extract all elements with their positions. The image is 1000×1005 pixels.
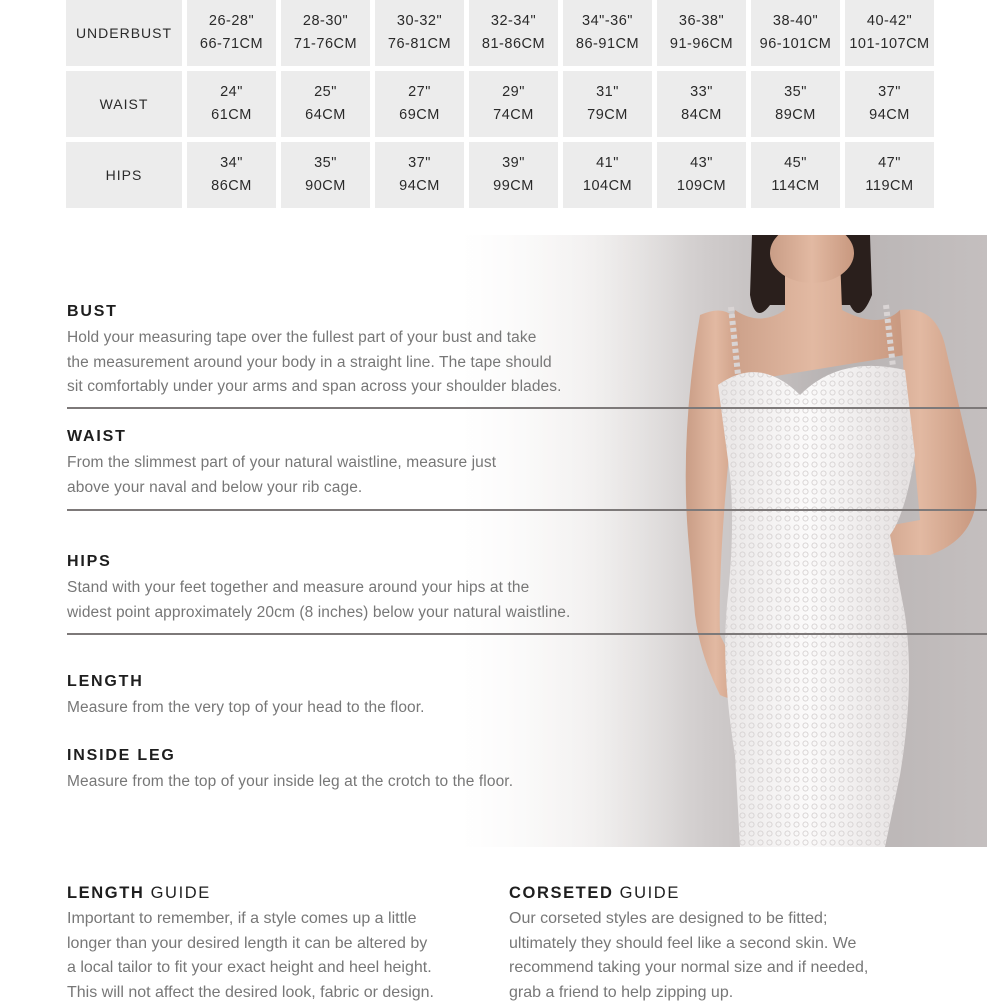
corseted-guide-heading: CORSETED GUIDE bbox=[509, 884, 680, 902]
row-header: UNDERBUST bbox=[66, 0, 182, 66]
divider bbox=[67, 407, 987, 409]
size-cell: 35" 89CM bbox=[751, 71, 840, 137]
row-header: WAIST bbox=[66, 71, 182, 137]
row-header: HIPS bbox=[66, 142, 182, 208]
corseted-guide-section bbox=[509, 882, 934, 1005]
size-cell: 40-42" 101-107CM bbox=[845, 0, 934, 66]
waist-description: From the slimmest part of your natural waistline, measure just above your naval and below your rib cage. bbox=[67, 454, 497, 496]
size-cell: 45" 114CM bbox=[751, 142, 840, 208]
size-cell: 47" 119CM bbox=[845, 142, 934, 208]
size-cell: 30-32" 76-81CM bbox=[375, 0, 464, 66]
bust-section bbox=[67, 302, 562, 400]
divider bbox=[67, 633, 987, 635]
length-guide-heading: LENGTH GUIDE bbox=[67, 884, 211, 902]
size-cell: 28-30" 71-76CM bbox=[281, 0, 370, 66]
length-heading: LENGTH bbox=[67, 673, 144, 690]
size-cell: 37" 94CM bbox=[375, 142, 464, 208]
length-guide-text: Important to remember, if a style comes up a little longer than your desired length it can be altered by a local tailor to fit your exact height and heel height. This will not affect the desired look, fabric or design. bbox=[67, 910, 434, 1001]
size-row-underbust bbox=[66, 0, 948, 66]
size-cell: 32-34" 81-86CM bbox=[469, 0, 558, 66]
size-cell: 43" 109CM bbox=[657, 142, 746, 208]
size-cell: 38-40" 96-101CM bbox=[751, 0, 840, 66]
waist-section bbox=[67, 427, 496, 500]
measuring-guide-panel bbox=[0, 235, 987, 847]
size-cell: 27" 69CM bbox=[375, 71, 464, 137]
inside-leg-section bbox=[67, 746, 513, 795]
length-description: Measure from the very top of your head to the floor. bbox=[67, 699, 425, 716]
size-cell: 29" 74CM bbox=[469, 71, 558, 137]
size-row-hips bbox=[66, 142, 948, 208]
hips-section bbox=[67, 552, 570, 625]
size-cell: 34" 86CM bbox=[187, 142, 276, 208]
size-cell: 36-38" 91-96CM bbox=[657, 0, 746, 66]
size-cell: 33" 84CM bbox=[657, 71, 746, 137]
length-section bbox=[67, 672, 425, 721]
size-cell: 37" 94CM bbox=[845, 71, 934, 137]
size-cell: 24" 61CM bbox=[187, 71, 276, 137]
size-cell: 35" 90CM bbox=[281, 142, 370, 208]
length-guide-section bbox=[67, 882, 492, 1005]
size-cell: 26-28" 66-71CM bbox=[187, 0, 276, 66]
hips-heading: HIPS bbox=[67, 553, 112, 570]
inside-leg-heading: INSIDE LEG bbox=[67, 747, 176, 764]
bust-heading: BUST bbox=[67, 303, 118, 320]
size-row-waist bbox=[66, 71, 948, 137]
size-cell: 25" 64CM bbox=[281, 71, 370, 137]
corseted-guide-text: Our corseted styles are designed to be fitted; ultimately they should feel like a second skin. We recommend taking your normal size and if needed, grab a friend to help zipping up. bbox=[509, 910, 869, 1001]
size-cell: 34"-36" 86-91CM bbox=[563, 0, 652, 66]
divider bbox=[67, 509, 987, 511]
bust-description: Hold your measuring tape over the fullest part of your bust and take the measurement around your body in a straight line. The tape should sit comfortably under your arms and span across your shoulder blades. bbox=[67, 329, 562, 395]
inside-leg-description: Measure from the top of your inside leg at the crotch to the floor. bbox=[67, 773, 514, 790]
waist-heading: WAIST bbox=[67, 428, 127, 445]
size-chart-table bbox=[66, 0, 948, 208]
size-cell: 41" 104CM bbox=[563, 142, 652, 208]
hips-description: Stand with your feet together and measure around your hips at the widest point approximately 20cm (8 inches) below your natural waistline. bbox=[67, 579, 571, 621]
size-cell: 31" 79CM bbox=[563, 71, 652, 137]
size-cell: 39" 99CM bbox=[469, 142, 558, 208]
